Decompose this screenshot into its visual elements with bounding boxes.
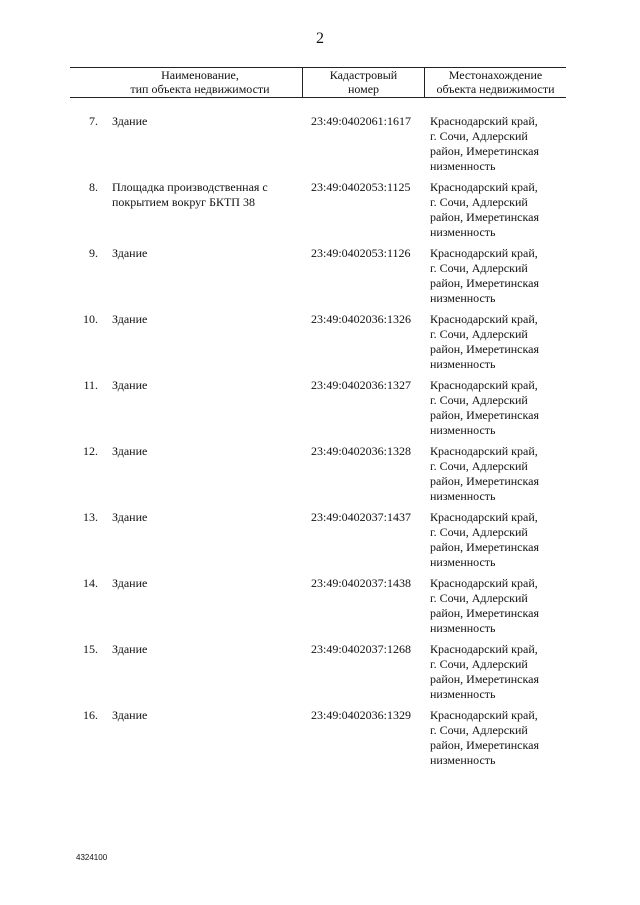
location-line: г. Сочи, Адлерский (430, 657, 528, 671)
row-number: 9. (89, 246, 98, 260)
location-line: г. Сочи, Адлерский (430, 393, 528, 407)
property-table-body (0, 114, 640, 774)
header-col-name-line1: Наименование, (161, 68, 239, 82)
table-row (0, 312, 640, 378)
table-row (0, 576, 640, 642)
header-col-location-line1: Местонахождение (448, 68, 543, 82)
row-number: 12. (83, 444, 98, 458)
location-line: низменность (430, 489, 496, 503)
cadastral-number: 23:49:0402036:1329 (311, 708, 412, 722)
location-line: район, Имеретинская (430, 342, 539, 356)
cadastral-number: 23:49:0402037:1438 (311, 576, 412, 590)
table-row (0, 180, 640, 246)
location-line: г. Сочи, Адлерский (430, 459, 528, 473)
property-name: Здание (112, 312, 148, 326)
header-col-name (100, 68, 300, 96)
header-col-cadastral (303, 68, 424, 96)
location-line: низменность (430, 423, 496, 437)
location-line: Краснодарский край, (430, 180, 538, 194)
header-col-name-line2: тип объекта недвижимости (130, 82, 270, 96)
header-col-cadastral-line2: номер (347, 82, 380, 96)
cadastral-number: 23:49:0402036:1327 (311, 378, 412, 392)
property-name: Здание (112, 114, 148, 128)
cadastral-number: 23:49:0402037:1437 (311, 510, 412, 524)
property-location (430, 708, 570, 768)
property-location (430, 510, 570, 570)
table-row (0, 246, 640, 312)
location-line: Краснодарский край, (430, 114, 538, 128)
cadastral-number: 23:49:0402053:1125 (311, 180, 411, 194)
property-name: Здание (112, 444, 148, 458)
property-location (430, 114, 570, 174)
location-line: низменность (430, 225, 496, 239)
location-line: низменность (430, 291, 496, 305)
property-location (430, 180, 570, 240)
location-line: район, Имеретинская (430, 540, 539, 554)
cadastral-number: 23:49:0402036:1328 (311, 444, 412, 458)
location-line: район, Имеретинская (430, 408, 539, 422)
row-number: 7. (89, 114, 98, 128)
page-number: 2 (316, 30, 324, 47)
location-line: район, Имеретинская (430, 276, 539, 290)
table-header-bottom-rule (70, 97, 566, 98)
row-number: 15. (83, 642, 98, 656)
location-line: низменность (430, 357, 496, 371)
property-location (430, 444, 570, 504)
table-row (0, 444, 640, 510)
table-row (0, 114, 640, 180)
location-line: Краснодарский край, (430, 312, 538, 326)
location-line: г. Сочи, Адлерский (430, 591, 528, 605)
location-line: Краснодарский край, (430, 510, 538, 524)
location-line: низменность (430, 159, 496, 173)
document-code: 4324100 (76, 853, 108, 862)
cadastral-number: 23:49:0402037:1268 (311, 642, 412, 656)
header-col-cadastral-line1: Кадастровый (329, 68, 398, 82)
location-line: г. Сочи, Адлерский (430, 195, 528, 209)
location-line: район, Имеретинская (430, 738, 539, 752)
header-col-location (425, 68, 566, 96)
location-line: низменность (430, 687, 496, 701)
property-name: Здание (112, 642, 148, 656)
property-name: Здание (112, 576, 148, 590)
cadastral-number: 23:49:0402036:1326 (311, 312, 412, 326)
location-line: Краснодарский край, (430, 378, 538, 392)
location-line: Краснодарский край, (430, 576, 538, 590)
location-line: низменность (430, 621, 496, 635)
location-line: г. Сочи, Адлерский (430, 723, 528, 737)
property-name: Здание (112, 510, 148, 524)
table-row (0, 378, 640, 444)
row-number: 11. (83, 378, 98, 392)
location-line: низменность (430, 753, 496, 767)
property-name: Здание (112, 246, 148, 260)
location-line: район, Имеретинская (430, 210, 539, 224)
property-location (430, 576, 570, 636)
location-line: Краснодарский край, (430, 642, 538, 656)
property-location (430, 642, 570, 702)
row-number: 10. (83, 312, 98, 326)
property-name: Площадка производственная с покрытием вокруг БКТП 38 (112, 180, 268, 209)
location-line: г. Сочи, Адлерский (430, 525, 528, 539)
table-row (0, 510, 640, 576)
location-line: Краснодарский край, (430, 246, 538, 260)
property-location (430, 246, 570, 306)
property-location (430, 312, 570, 372)
header-col-location-line2: объекта недвижимости (436, 82, 555, 96)
row-number: 14. (83, 576, 98, 590)
location-line: г. Сочи, Адлерский (430, 129, 528, 143)
location-line: район, Имеретинская (430, 606, 539, 620)
property-name: Здание (112, 378, 148, 392)
location-line: район, Имеретинская (430, 672, 539, 686)
row-number: 13. (83, 510, 98, 524)
location-line: Краснодарский край, (430, 708, 538, 722)
row-number: 16. (83, 708, 98, 722)
cadastral-number: 23:49:0402053:1126 (311, 246, 411, 260)
location-line: г. Сочи, Адлерский (430, 327, 528, 341)
row-number: 8. (89, 180, 98, 194)
location-line: г. Сочи, Адлерский (430, 261, 528, 275)
table-row (0, 708, 640, 774)
cadastral-number: 23:49:0402061:1617 (311, 114, 412, 128)
property-location (430, 378, 570, 438)
location-line: низменность (430, 555, 496, 569)
table-row (0, 642, 640, 708)
location-line: район, Имеретинская (430, 144, 539, 158)
location-line: район, Имеретинская (430, 474, 539, 488)
property-name: Здание (112, 708, 148, 722)
location-line: Краснодарский край, (430, 444, 538, 458)
